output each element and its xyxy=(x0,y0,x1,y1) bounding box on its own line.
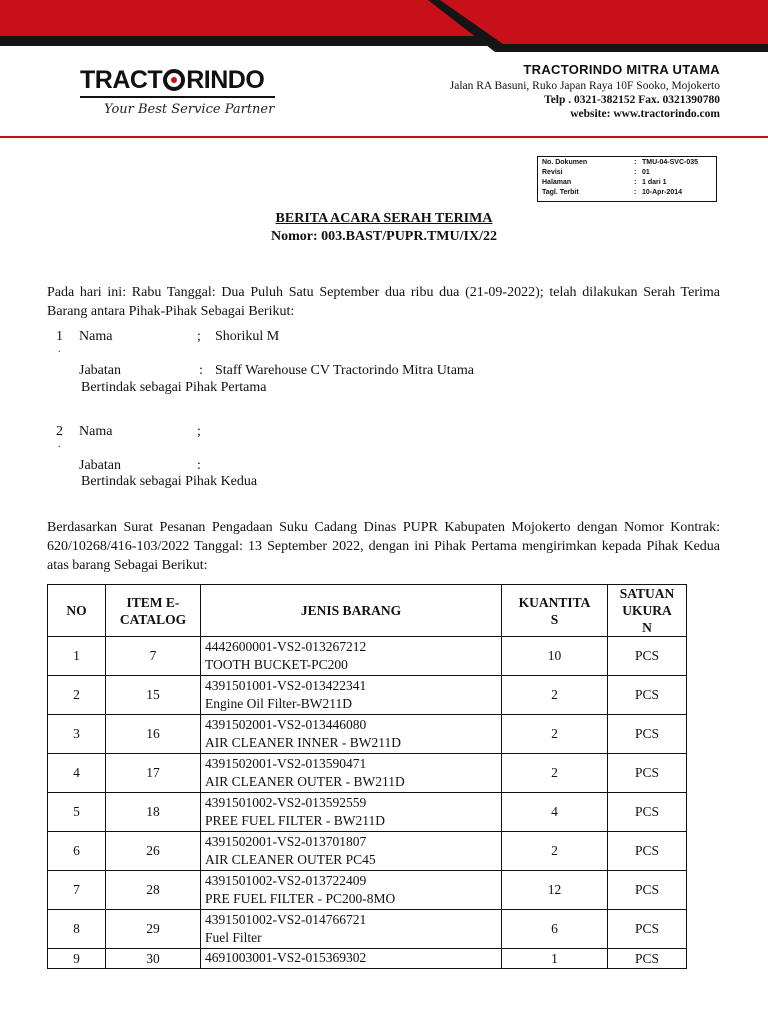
intro-paragraph: Pada hari ini: Rabu Tanggal: Dua Puluh Satu September dua ribu dua (21-09-2022); telah dilakukan Serah Terima Barang antara Pihak-Pihak Sebagai Berikut: xyxy=(47,285,720,319)
cell-item: 7 xyxy=(106,637,201,676)
table-header-row xyxy=(48,585,687,637)
document-title: BERITA ACARA SERAH TERIMA xyxy=(275,211,493,226)
party-position-separator: : xyxy=(197,458,201,473)
party-name-separator: ; xyxy=(197,329,201,344)
party-position-label: Jabatan xyxy=(79,363,121,378)
item-name: TOOTH BUCKET-PC200 xyxy=(205,657,348,672)
item-name: PREE FUEL FILTER - BW211D xyxy=(205,813,386,828)
cell-item: 28 xyxy=(106,871,201,910)
item-code: 4391502001-VS2-013701807 xyxy=(205,834,367,849)
item-code: 4442600001-VS2-013267212 xyxy=(205,639,367,654)
cell-unit: PCS xyxy=(608,715,687,754)
item-name: AIR CLEANER OUTER - BW211D xyxy=(205,774,405,789)
cell-unit: PCS xyxy=(608,754,687,793)
cell-no: 8 xyxy=(48,910,106,949)
cell-qty: 6 xyxy=(502,910,608,949)
cell-qty: 2 xyxy=(502,715,608,754)
cell-qty: 2 xyxy=(502,676,608,715)
doc-info-key: No. Dokumen xyxy=(542,159,588,166)
party-position-separator: : xyxy=(199,363,203,378)
cell-description xyxy=(201,637,502,676)
gear-icon xyxy=(163,69,185,91)
cell-description xyxy=(201,832,502,871)
company-website: website: www.tractorindo.com xyxy=(570,108,720,120)
item-name: Engine Oil Filter-BW211D xyxy=(205,696,352,711)
table-row xyxy=(48,715,687,754)
company-phone: Telp . 0321-382152 Fax. 0321390780 xyxy=(544,94,720,106)
cell-item: 29 xyxy=(106,910,201,949)
doc-info-row: Tagl. Terbit : 10-Apr-2014 xyxy=(542,189,683,196)
item-code: 4391501002-VS2-013592559 xyxy=(205,795,367,810)
party-name-value: Shorikul M xyxy=(215,329,280,344)
cell-description xyxy=(201,949,502,969)
item-name: Fuel Filter xyxy=(205,930,262,945)
logo-text-right: RINDO xyxy=(186,66,265,94)
cell-qty: 12 xyxy=(502,871,608,910)
cell-unit: PCS xyxy=(608,871,687,910)
cell-unit: PCS xyxy=(608,949,687,969)
header-satuan-ukuran: SATUAN UKURA N xyxy=(608,585,687,637)
cell-description xyxy=(201,676,502,715)
table-row xyxy=(48,637,687,676)
cell-item: 16 xyxy=(106,715,201,754)
cell-item: 17 xyxy=(106,754,201,793)
header-no: NO xyxy=(48,585,106,637)
cell-no: 7 xyxy=(48,871,106,910)
doc-info-value: 10-Apr-2014 xyxy=(642,189,683,196)
logo-text-left: TRACT xyxy=(80,66,163,94)
logo-underline xyxy=(80,96,275,98)
cell-description xyxy=(201,715,502,754)
items-table xyxy=(47,584,687,969)
cell-description xyxy=(201,793,502,832)
header-divider xyxy=(0,136,768,138)
document-info-box xyxy=(537,156,717,202)
cell-unit: PCS xyxy=(608,832,687,871)
item-code: 4391502001-VS2-013590471 xyxy=(205,756,367,771)
cell-description xyxy=(201,910,502,949)
cell-unit: PCS xyxy=(608,637,687,676)
cell-unit: PCS xyxy=(608,910,687,949)
item-name: AIR CLEANER INNER - BW211D xyxy=(205,735,401,750)
header-kuantitas: KUANTITA S xyxy=(502,585,608,637)
cell-no: 4 xyxy=(48,754,106,793)
list-dot: . xyxy=(58,439,61,450)
header-banner xyxy=(0,0,768,60)
doc-info-value: 1 dari 1 xyxy=(642,179,667,186)
cell-no: 1 xyxy=(48,637,106,676)
party-number: 2 xyxy=(56,424,63,439)
party-number: 1 xyxy=(56,329,63,344)
doc-info-row: Revisi : 01 xyxy=(542,169,650,176)
cell-no: 9 xyxy=(48,949,106,969)
party-name-label: Nama xyxy=(79,329,113,344)
party-name-separator: ; xyxy=(197,424,201,439)
basis-paragraph: Berdasarkan Surat Pesanan Pengadaan Suku Cadang Dinas PUPR Kabupaten Mojokerto dengan Nomor Kontrak: 620/10268/416-103/2022 Tanggal: 13 September 2022, dengan ini Pihak Pertama mengirimkan kepada Pihak Kedua atas barang Sebagai Berikut: xyxy=(47,520,720,573)
party-role: Bertindak sebagai Pihak Kedua xyxy=(81,474,258,489)
cell-item: 26 xyxy=(106,832,201,871)
cell-qty: 4 xyxy=(502,793,608,832)
cell-qty: 2 xyxy=(502,754,608,793)
table-row xyxy=(48,832,687,871)
cell-item: 18 xyxy=(106,793,201,832)
party-name-label: Nama xyxy=(79,424,113,439)
item-name: AIR CLEANER OUTER PC45 xyxy=(205,852,376,867)
item-code: 4691003001-VS2-015369302 xyxy=(205,950,367,965)
doc-info-value: 01 xyxy=(642,169,650,176)
table-row xyxy=(48,754,687,793)
list-dot: . xyxy=(58,344,61,355)
cell-description xyxy=(201,871,502,910)
item-code: 4391501001-VS2-013422341 xyxy=(205,678,367,693)
table-row xyxy=(48,871,687,910)
table-row xyxy=(48,910,687,949)
document-number: Nomor: 003.BAST/PUPR.TMU/IX/22 xyxy=(271,229,497,244)
cell-description xyxy=(201,754,502,793)
table-row xyxy=(48,676,687,715)
company-logo xyxy=(80,64,264,96)
header-item-ecatalog: ITEM E- CATALOG xyxy=(106,585,201,637)
item-name: PRE FUEL FILTER - PC200-8MO xyxy=(205,891,396,906)
doc-info-key: Tagl. Terbit xyxy=(542,189,579,196)
cell-unit: PCS xyxy=(608,676,687,715)
cell-qty: 10 xyxy=(502,637,608,676)
party-role: Bertindak sebagai Pihak Pertama xyxy=(81,380,267,395)
cell-item: 15 xyxy=(106,676,201,715)
item-code: 4391501002-VS2-013722409 xyxy=(205,873,367,888)
company-address: Jalan RA Basuni, Ruko Japan Raya 10F Sooko, Mojokerto xyxy=(449,80,720,92)
cell-no: 2 xyxy=(48,676,106,715)
cell-item: 30 xyxy=(106,949,201,969)
item-code: 4391501002-VS2-014766721 xyxy=(205,912,367,927)
doc-info-row: Halaman : 1 dari 1 xyxy=(542,179,667,186)
cell-no: 3 xyxy=(48,715,106,754)
company-tagline: Your Best Service Partner xyxy=(104,102,275,117)
cell-qty: 2 xyxy=(502,832,608,871)
cell-qty: 1 xyxy=(502,949,608,969)
cell-no: 5 xyxy=(48,793,106,832)
party-position-value: Staff Warehouse CV Tractorindo Mitra Utama xyxy=(215,363,475,378)
party-position-label: Jabatan xyxy=(79,458,121,473)
item-code: 4391502001-VS2-013446080 xyxy=(205,717,367,732)
header-jenis-barang: JENIS BARANG xyxy=(201,585,502,637)
cell-no: 6 xyxy=(48,832,106,871)
doc-info-row: No. Dokumen : TMU-04-SVC-035 xyxy=(542,159,699,166)
table-row xyxy=(48,949,687,969)
cell-unit: PCS xyxy=(608,793,687,832)
table-row xyxy=(48,793,687,832)
doc-info-value: TMU-04-SVC-035 xyxy=(642,159,699,166)
doc-info-key: Revisi xyxy=(542,169,563,176)
company-name: TRACTORINDO MITRA UTAMA xyxy=(523,62,720,77)
doc-info-key: Halaman xyxy=(542,179,572,186)
